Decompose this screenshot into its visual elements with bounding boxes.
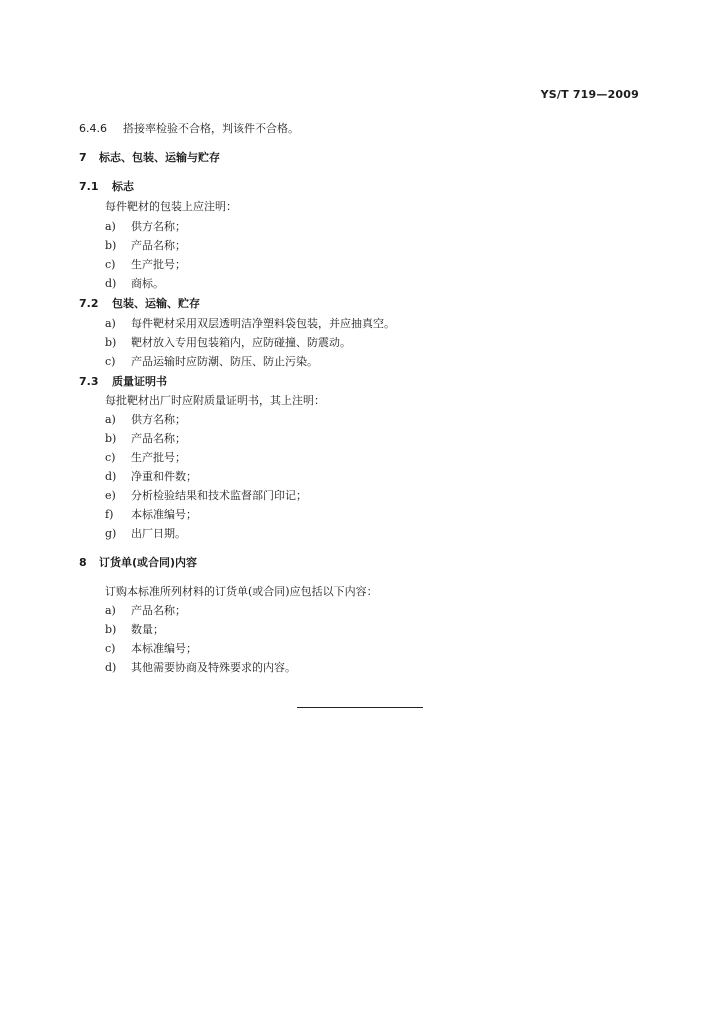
section-number: 7.3 <box>79 375 99 388</box>
list-item: c) 产品运输时应防潮、防压、防止污染。 <box>105 355 318 368</box>
list-item: d) 净重和件数； <box>105 470 197 483</box>
section-title: 质量证明书 <box>112 375 167 388</box>
list-item: a) 产品名称； <box>105 604 186 617</box>
list-item: a) 供方名称； <box>105 220 186 233</box>
section-number: 7.2 <box>79 297 99 310</box>
clause-number: 6.4.6 <box>79 122 107 135</box>
section-number: 7 <box>79 151 87 164</box>
section-8-intro: 订购本标准所列材料的订货单(或合同)应包括以下内容： <box>105 585 378 598</box>
list-item: g) 出厂日期。 <box>105 527 186 540</box>
list-item: b) 产品名称； <box>105 239 186 252</box>
section-title: 订货单(或合同)内容 <box>99 556 198 569</box>
list-item: b) 产品名称； <box>105 432 186 445</box>
section-title: 包装、运输、贮存 <box>112 297 200 310</box>
section-7-3-intro: 每批靶材出厂时应附质量证明书，其上注明： <box>105 394 325 407</box>
section-number: 8 <box>79 556 87 569</box>
list-item: c) 生产批号； <box>105 258 186 271</box>
section-7-1-heading <box>79 180 134 194</box>
list-item: e) 分析检验结果和技术监督部门印记； <box>105 489 307 502</box>
standard-code: YS/T 719—2009 <box>540 88 639 101</box>
list-item: d) 其他需要协商及特殊要求的内容。 <box>105 661 296 674</box>
list-item: b) 靶材放入专用包装箱内，应防碰撞、防震动。 <box>105 336 351 349</box>
clause-text: 搭接率检验不合格，判该件不合格。 <box>123 122 299 135</box>
section-number: 7.1 <box>79 180 99 193</box>
section-7-2-heading <box>79 297 200 311</box>
list-item: a) 每件靶材采用双层透明洁净塑料袋包装，并应抽真空。 <box>105 317 395 330</box>
section-7-1-intro: 每件靶材的包装上应注明： <box>105 200 237 213</box>
list-item: d) 商标。 <box>105 277 164 290</box>
clause-6-4-6 <box>79 122 299 136</box>
list-item: f) 本标准编号； <box>105 508 197 521</box>
list-item: c) 生产批号； <box>105 451 186 464</box>
list-item: c) 本标准编号； <box>105 642 197 655</box>
list-item: b) 数量； <box>105 623 164 636</box>
list-item: a) 供方名称； <box>105 413 186 426</box>
section-title: 标志 <box>112 180 134 193</box>
section-title: 标志、包装、运输与贮存 <box>99 151 220 164</box>
end-rule <box>297 707 423 708</box>
section-7-3-heading <box>79 375 167 389</box>
section-8-heading <box>79 556 197 570</box>
section-7-heading <box>79 151 220 165</box>
